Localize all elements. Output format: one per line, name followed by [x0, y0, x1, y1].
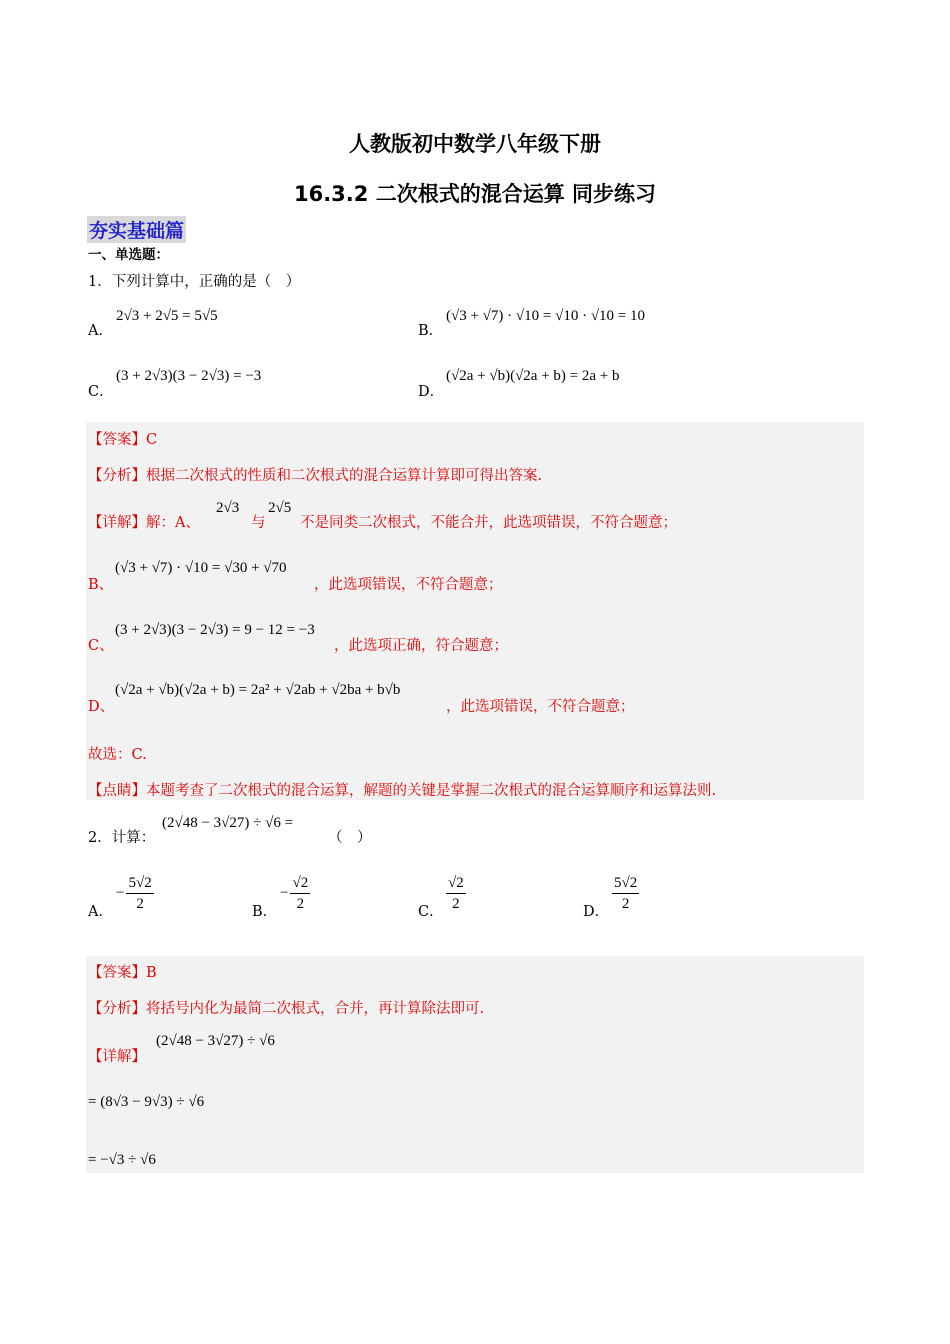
q2-option-a-expr [116, 873, 154, 914]
q1-detail-c-label: C、 [88, 638, 114, 654]
q2-option-a-fraction [126, 873, 153, 914]
q2-option-b-label: B． [252, 904, 278, 920]
q1-stem: 1．下列计算中，正确的是（ ） [88, 274, 301, 290]
q2-step1: = (8√3 − 9√3) ÷ √6 [88, 1094, 205, 1110]
q2-option-d-num: 5√2 [612, 873, 639, 894]
q2-step2: = −√3 ÷ √6 [88, 1152, 156, 1168]
q1-detail-c-expr: (3 + 2√3)(3 − 2√3) = 9 − 12 = −3 [115, 622, 315, 638]
q1-option-c-label: C． [88, 384, 114, 400]
q2-detail-prefix: 【详解】 [88, 1049, 146, 1065]
q1-answer: 【答案】C [88, 432, 158, 448]
q2-option-a-num: 5√2 [126, 873, 153, 894]
q2-option-b-den: 2 [296, 896, 305, 912]
q1-option-b-expr: (√3 + √7) · √10 = √10 · √10 = 10 [446, 308, 646, 324]
section-heading: 一、单选题： [88, 247, 169, 263]
q1-detail-d-text: ，此选项错误，不符合题意； [446, 699, 635, 715]
q1-option-d-label: D． [418, 384, 445, 400]
q1-detail-a-text: 不是同类二次根式，不能合并，此选项错误，不符合题意； [300, 515, 677, 531]
q1-detail-b-expr: (√3 + √7) · √10 = √30 + √70 [115, 560, 287, 576]
q1-option-d-expr: (√2a + √b)(√2a + b) = 2a + b [446, 368, 620, 384]
document-title: 人教版初中数学八年级下册 [349, 132, 601, 156]
q2-option-d-den: 2 [621, 896, 630, 912]
q2-option-d-fraction [612, 873, 639, 914]
q1-analysis: 【分析】根据二次根式的性质和二次根式的混合运算计算即可得出答案. [88, 468, 543, 484]
q2-option-c-num: √2 [446, 873, 466, 894]
section-tag: 夯实基础篇 [87, 216, 186, 243]
q1-option-b-label: B． [418, 323, 444, 339]
q1-detail-b-label: B、 [88, 577, 114, 593]
q2-analysis: 【分析】将括号内化为最简二次根式，合并，再计算除法即可. [88, 1001, 485, 1017]
q2-stem-prefix: 2．计算： [88, 830, 156, 846]
q1-detail-b-text: ，此选项错误，不符合题意； [314, 577, 503, 593]
q2-option-b-expr [280, 873, 310, 914]
q1-detail-c-text: ，此选项正确，符合题意； [334, 638, 508, 654]
q2-option-c-label: C． [418, 904, 444, 920]
q2-detail-expr: (2√48 − 3√27) ÷ √6 [156, 1033, 275, 1049]
q1-option-a-label: A． [88, 323, 113, 339]
q1-option-a-expr: 2√3 + 2√5 = 5√5 [116, 308, 218, 324]
q2-option-d-expr [612, 873, 639, 914]
q2-option-a-label: A． [88, 904, 113, 920]
q2-option-c-den: 2 [452, 896, 460, 912]
q2-option-a-sign: − [116, 885, 125, 901]
document-subtitle: 16.3.2 二次根式的混合运算 同步练习 [293, 182, 657, 206]
q1-detail-d-label: D、 [88, 699, 115, 715]
q2-option-c-expr [446, 873, 466, 914]
q1-choice: 故选：C. [88, 747, 147, 763]
q1-detail-a-expr2: 2√5 [268, 500, 292, 516]
q2-option-b-sign: − [280, 885, 289, 901]
q1-option-c-expr: (3 + 2√3)(3 − 2√3) = −3 [116, 368, 262, 384]
q2-option-a-den: 2 [136, 896, 144, 912]
q2-solution-panel [86, 956, 864, 1173]
q1-detail-d-expr: (√2a + √b)(√2a + b) = 2a² + √2ab + √2ba + b√b [115, 682, 401, 698]
q2-option-b-fraction [290, 873, 310, 914]
q2-stem-suffix: （ ） [328, 830, 372, 846]
q1-detail-a-prefix: 【详解】解：A、 [88, 515, 200, 531]
q2-stem-expr: (2√48 − 3√27) ÷ √6 = [162, 815, 294, 831]
q1-comment: 【点睛】本题考查了二次根式的混合运算，解题的关键是掌握二次根式的混合运算顺序和运算法则. [88, 783, 717, 799]
q2-option-d-label: D． [583, 904, 610, 920]
q2-answer: 【答案】B [88, 965, 157, 981]
q1-detail-a-expr1: 2√3 [216, 500, 240, 516]
q2-option-b-num: √2 [290, 873, 310, 894]
q2-option-c-fraction [446, 873, 466, 914]
q1-detail-a-mid: 与 [251, 515, 266, 531]
